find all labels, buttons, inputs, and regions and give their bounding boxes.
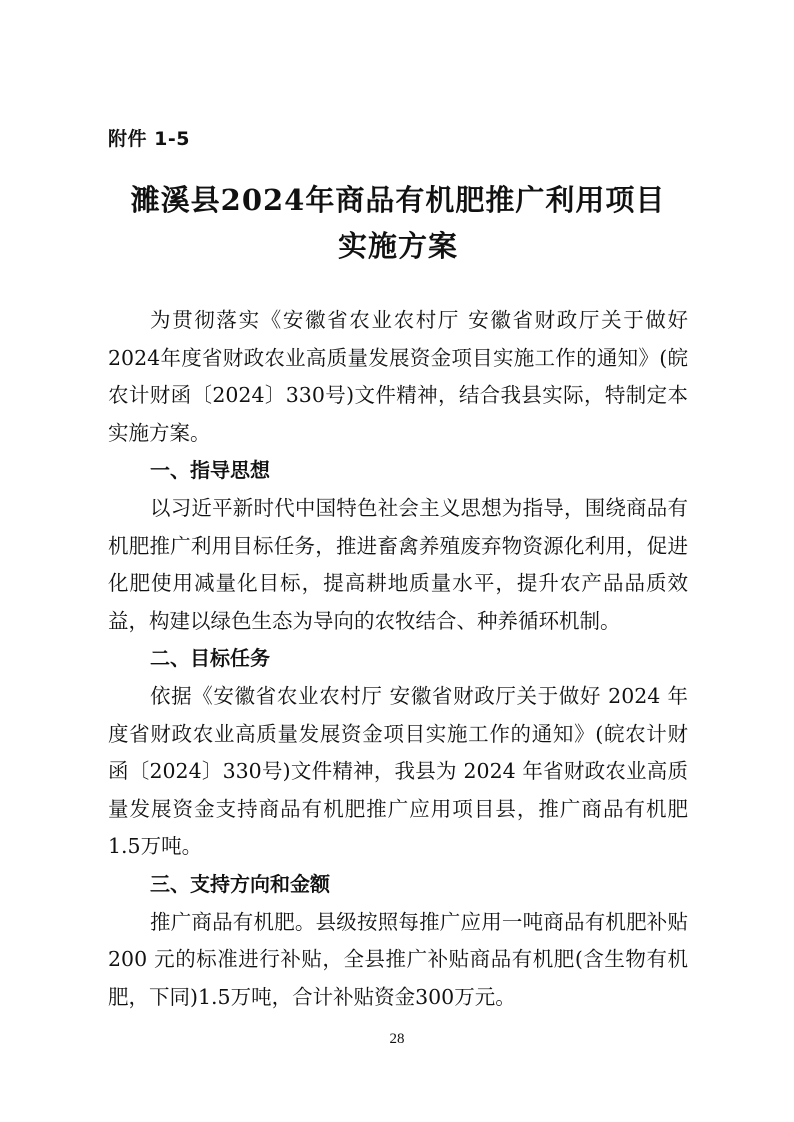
attachment-label: 附件 1-5 <box>108 128 190 150</box>
section-2-heading: 二、目标任务 <box>150 646 270 671</box>
page-number: 28 <box>389 1031 405 1047</box>
section-2-paragraph: 依据《安徽省农业农村厅 安徽省财政厅关于做好 2024 年度省财政农业高质量发展资金项目实施工作的通知》(皖农计财函〔2024〕330号)文件精神，我县为 2024 年省财政农业高质量发展资金支持商品有机肥推广应用项目县，推广商品有机肥1.5万吨。 <box>108 683 688 859</box>
document-body <box>108 302 688 1016</box>
intro-paragraph: 为贯彻落实《安徽省农业农村厅 安徽省财政厅关于做好2024年度省财政农业高质量发展资金项目实施工作的通知》(皖农计财函〔2024〕330号)文件精神，结合我县实际，特制定本实施方案。 <box>108 308 688 445</box>
section-1-heading: 一、指导思想 <box>150 458 270 483</box>
document-title-line-2: 实施方案 <box>337 229 458 263</box>
section-3-heading: 三、支持方向和金额 <box>150 871 330 896</box>
document-title-line-1: 濉溪县2024年商品有机肥推广利用项目 <box>130 183 666 217</box>
section-1-paragraph: 以习近平新时代中国特色社会主义思想为指导，围绕商品有机肥推广利用目标任务，推进畜禽养殖废弃物资源化利用，促进化肥使用减量化目标，提高耕地质量水平，提升农产品品质效益，构建以绿色生态为导向的农牧结合、种养循环机制。 <box>108 495 688 633</box>
section-3-paragraph: 推广商品有机肥。县级按照每推广应用一吨商品有机肥补贴 200 元的标准进行补贴，全县推广补贴商品有机肥(含生物有机肥，下同)1.5万吨，合计补贴资金300万元。 <box>108 909 688 1009</box>
